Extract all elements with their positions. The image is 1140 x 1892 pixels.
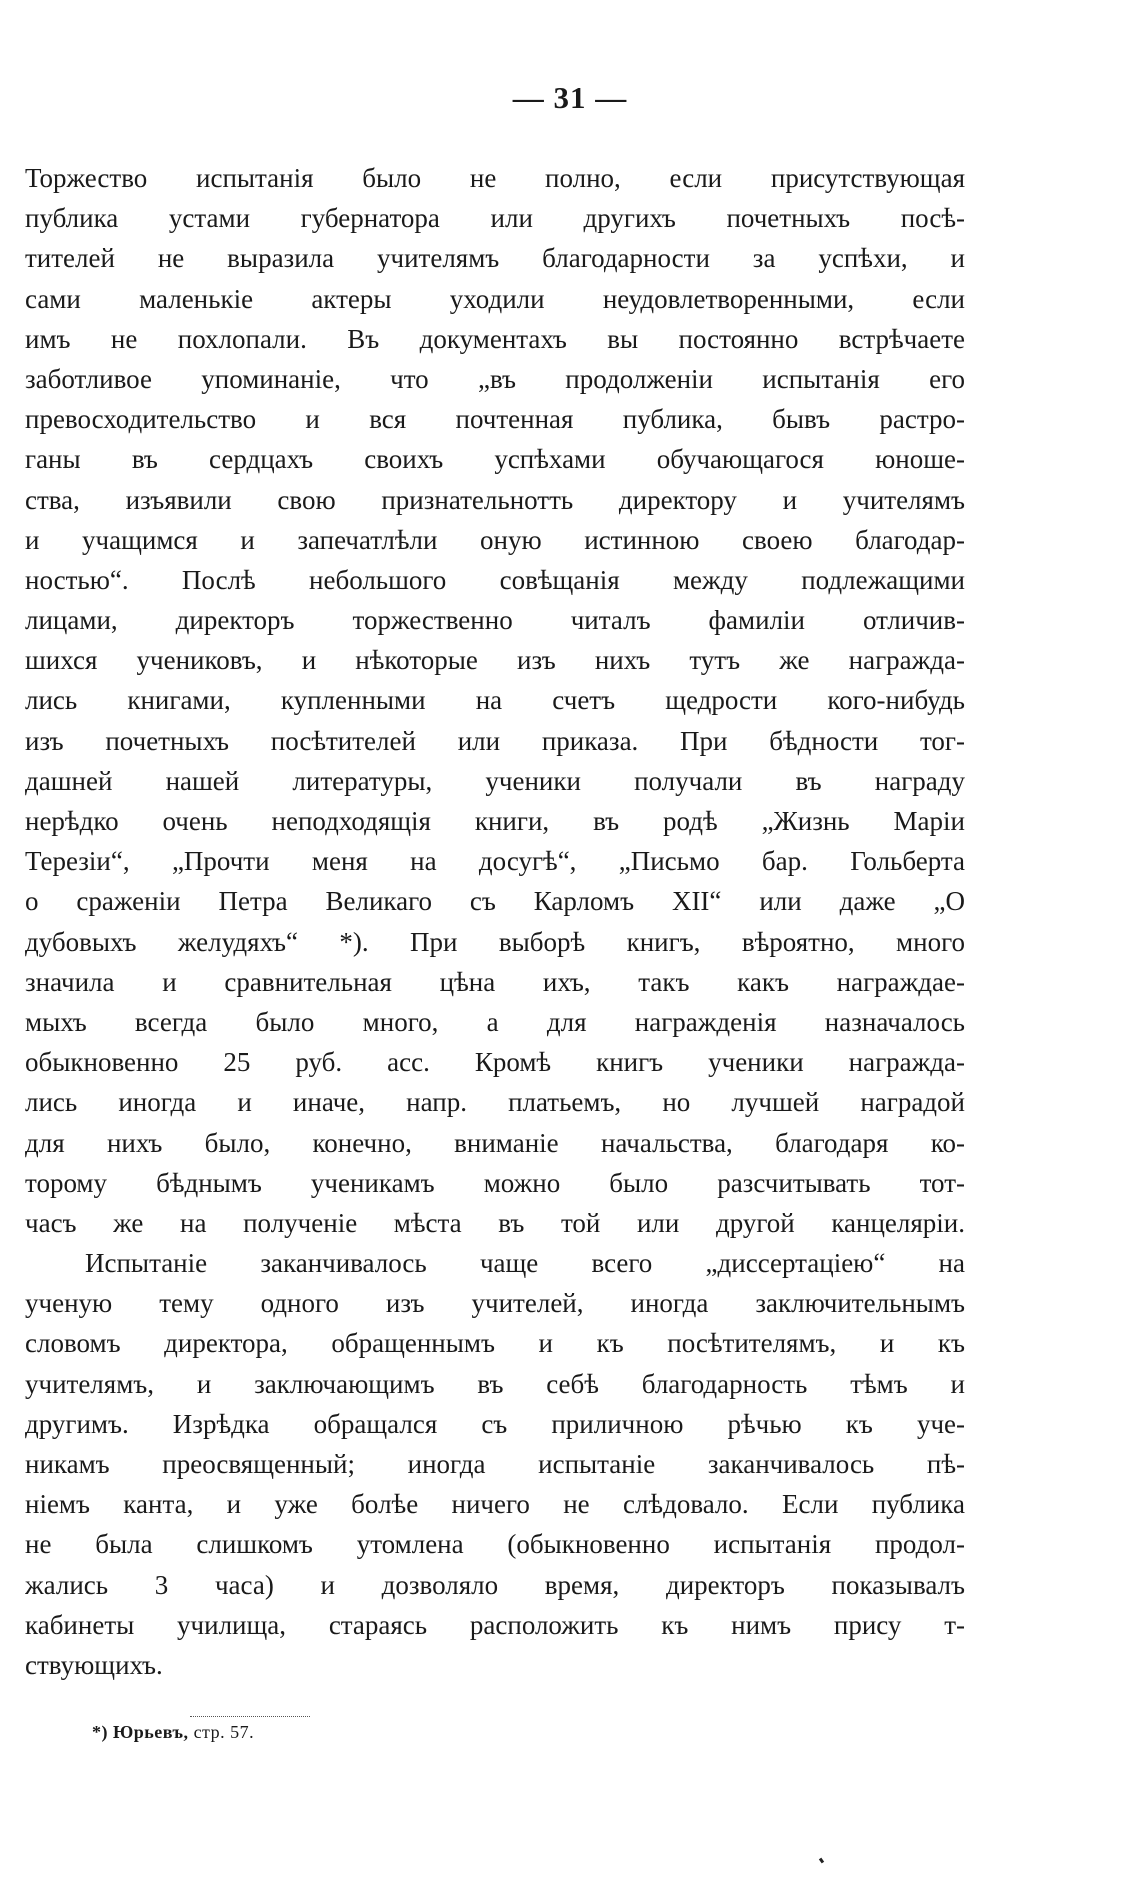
text-line: другимъ. Изрѣдка обращался съ приличною рѣчью къ уче-: [25, 1408, 965, 1439]
footnote: [92, 1722, 254, 1743]
text-line: Испытаніе заканчивалось чаще всего „диссертаціею“ на: [85, 1248, 965, 1279]
text-line: шихся учениковъ, и нѣкоторые изъ нихъ тутъ же награжда-: [25, 645, 965, 676]
text-line: превосходительство и вся почтенная публика, бывъ растро-: [25, 404, 965, 435]
text-line: заботливое упоминаніе, что „въ продолженіи испытанія его: [25, 363, 965, 394]
text-line: тителей не выразила учителямъ благодарности за успѣхи, и: [25, 243, 965, 274]
text-line: Торжество испытанія было не полно, если присутствующая: [25, 163, 965, 193]
text-line: лицами, директоръ торжественно читалъ фамиліи отличив-: [25, 605, 965, 636]
text-line: изъ почетныхъ посѣтителей или приказа. При бѣдности тог-: [25, 725, 965, 756]
footnote-reference: стр. 57.: [193, 1722, 255, 1742]
scan-speck: [819, 1858, 824, 1864]
text-line: и учащимся и запечатлѣли оную истинною своею благодар-: [25, 524, 965, 555]
text-line: ганы въ сердцахъ своихъ успѣхами обучающагося юноше-: [25, 444, 965, 475]
text-line: словомъ директора, обращеннымъ и къ посѣтителямъ, и къ: [25, 1328, 965, 1359]
text-line: ства, изъявили свою признательнотть директору и учителямъ: [25, 484, 965, 515]
text-line: жались 3 часа) и дозволяло время, директоръ показывалъ: [25, 1569, 965, 1600]
body-text: [25, 158, 965, 1685]
paragraph-2: [25, 1243, 965, 1685]
text-line: ствующихъ.: [25, 1649, 163, 1680]
text-line: значила и сравнительная цѣна ихъ, такъ какъ награждае-: [25, 966, 965, 997]
paragraph-1: [25, 158, 965, 1243]
text-line: публика устами губернатора или другихъ почетныхъ посѣ-: [25, 203, 965, 234]
text-line: обыкновенно 25 руб. асс. Кромѣ книгъ ученики награжда-: [25, 1047, 965, 1078]
text-line: учителямъ, и заключающимъ въ себѣ благодарность тѣмъ и: [25, 1368, 965, 1399]
text-line: не была слишкомъ утомлена (обыкновенно испытанія продол-: [25, 1529, 965, 1560]
text-line: ніемъ канта, и уже болѣе ничего не слѣдовало. Если публика: [25, 1489, 965, 1520]
text-line: лись иногда и иначе, напр. платьемъ, но лучшей наградой: [25, 1087, 965, 1118]
text-line: сами маленькіе актеры уходили неудовлетворенными, если: [25, 283, 965, 314]
text-line: никамъ преосвященный; иногда испытаніе заканчивалось пѣ-: [25, 1449, 965, 1479]
text-line: торому бѣднымъ ученикамъ можно было разсчитывать тот-: [25, 1167, 965, 1198]
footnote-mark: *): [92, 1722, 108, 1742]
text-line: дубовыхъ желудяхъ“ *). При выборѣ книгъ, вѣроятно, много: [25, 926, 965, 957]
text-line: о сраженіи Петра Великаго съ Карломъ XII“ или даже „О: [25, 886, 965, 917]
text-line: ностью“. Послѣ небольшого совѣщанія между подлежащими: [25, 564, 965, 595]
text-line: кабинеты училища, стараясь расположить къ нимъ прису т-: [25, 1609, 965, 1640]
text-line: нерѣдко очень неподходящія книги, въ родѣ „Жизнь Маріи: [25, 806, 965, 836]
text-line: имъ не похлопали. Въ документахъ вы постоянно встрѣчаете: [25, 323, 965, 354]
text-line: для нихъ было, конечно, вниманіе начальства, благодаря ко-: [25, 1127, 965, 1158]
text-line: мыхъ всегда было много, а для награжденія назначалось: [25, 1006, 965, 1037]
text-line: лись книгами, купленными на счетъ щедрости кого-нибудь: [25, 685, 965, 716]
footnote-divider: [190, 1716, 310, 1717]
text-line: ученую тему одного изъ учителей, иногда заключительнымъ: [25, 1288, 965, 1319]
text-line: часъ же на полученіе мѣста въ той или другой канцеляріи.: [25, 1207, 965, 1238]
page-number: — 31 —: [512, 80, 628, 115]
footnote-author: Юрьевъ,: [113, 1722, 189, 1742]
text-line: Терезіи“, „Прочти меня на досугѣ“, „Письмо бар. Гольберта: [25, 846, 965, 877]
text-line: дашней нашей литературы, ученики получали въ награду: [25, 765, 965, 796]
